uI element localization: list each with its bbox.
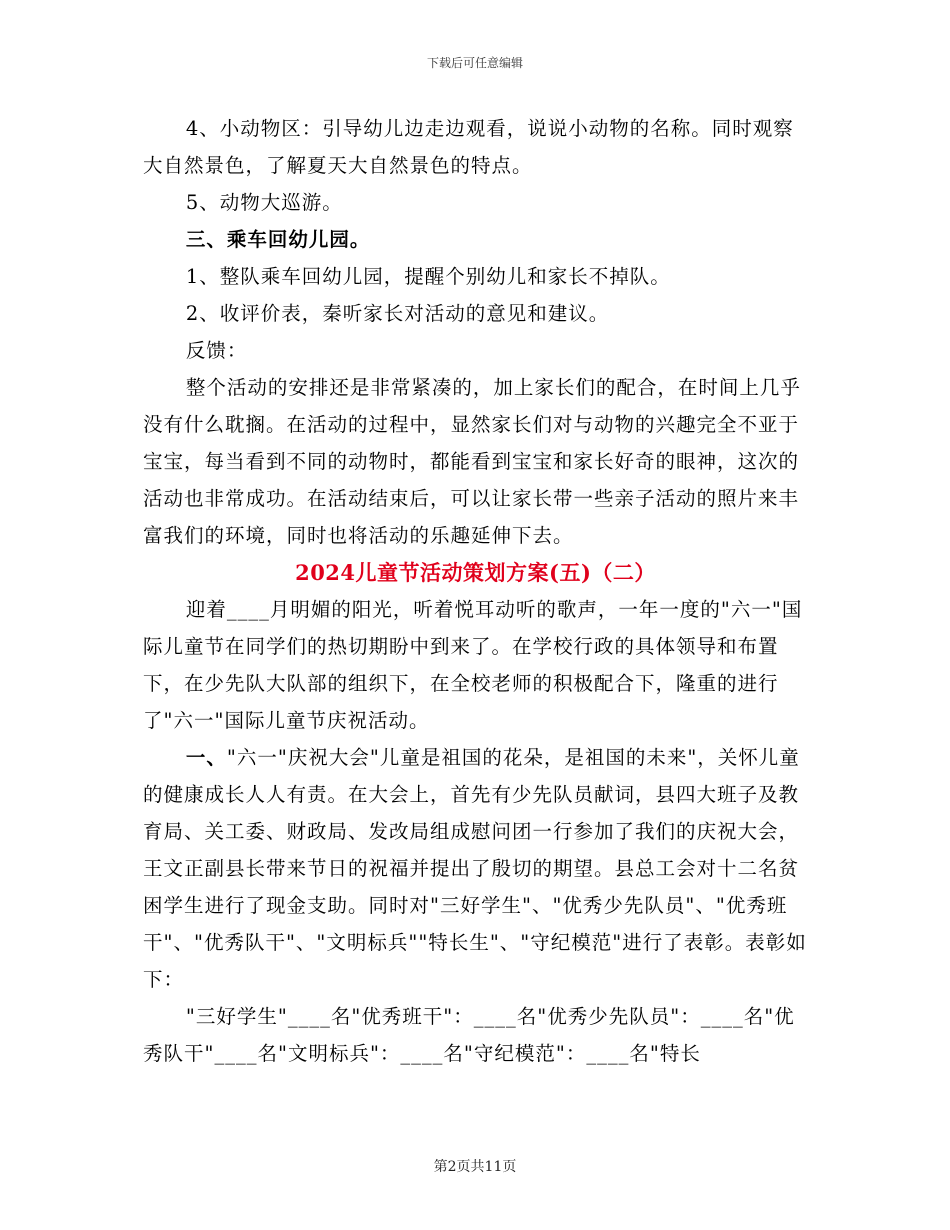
document-body (143, 110, 808, 1072)
paragraph-awards: "三好学生"____名"优秀班干"：____名"优秀少先队员"：____名"优秀队干"____名"文明标兵"：____名"守纪模范"：____名"特长 (143, 1005, 795, 1065)
celebration-text: "六一"庆祝大会"儿童是祖国的花朵，是祖国的未来"，关怀儿童的健康成长人人有责。在大会上，首先有少先队员献词，县四大班子及教育局、关工委、财政局、发改局组成慰问团一行参加了我们的庆祝大会，王文正副县长带来节日的祝福并提出了殷切的期望。县总工会对十二名贫困学生进行了现金支助。同时对"三好学生"、"优秀少先队员"、"优秀班干"、"优秀队干"、"文明标兵""特长生"、"守纪模范"进行了表彰。表彰如下： (143, 746, 807, 991)
paragraph-small-animal-area: 4、小动物区：引导幼儿边走边观看，说说小动物的名称。同时观察大自然景色，了解夏天大自然景色的特点。 (143, 117, 794, 177)
section-heading-return: 三、乘车回幼儿园。 (185, 228, 371, 251)
paragraph-feedback-label: 反馈： (185, 339, 248, 362)
section-title: 2024儿童节活动策划方案(五)（二） (295, 560, 656, 585)
paragraph-return-step-2: 2、收评价表，秦听家长对活动的意见和建议。 (185, 302, 610, 325)
paragraph-return-step-1: 1、整队乘车回幼儿园，提醒个别幼儿和家长不掉队。 (185, 265, 671, 288)
paragraph-feedback-body: 整个活动的安排还是非常紧凑的，加上家长们的配合，在时间上几乎没有什么耽搁。在活动的过程中，显然家长们对与动物的兴趣完全不亚于宝宝，每当看到不同的动物时，都能看到宝宝和家长好奇的眼神，这次的活动也非常成功。在活动结束后，可以让家长带一些亲子活动的照片来丰富我们的环境，同时也将活动的乐趣延伸下去。 (143, 376, 801, 547)
section-number: 一、 (185, 746, 227, 769)
page-number: 第2页共11页 (433, 1159, 517, 1175)
paragraph-animal-parade: 5、动物大巡游。 (185, 191, 343, 214)
header-note: 下载后可任意编辑 (426, 56, 523, 70)
paragraph-celebration (143, 739, 808, 998)
paragraph-intro: 迎着____月明媚的阳光，听着悦耳动听的歌声，一年一度的"六一"国际儿童节在同学们的热切期盼中到来了。在学校行政的具体领导和布置下，在少先队大队部的组织下，在全校老师的积极配合下，隆重的进行了"六一"国际儿童节庆祝活动。 (143, 598, 803, 732)
